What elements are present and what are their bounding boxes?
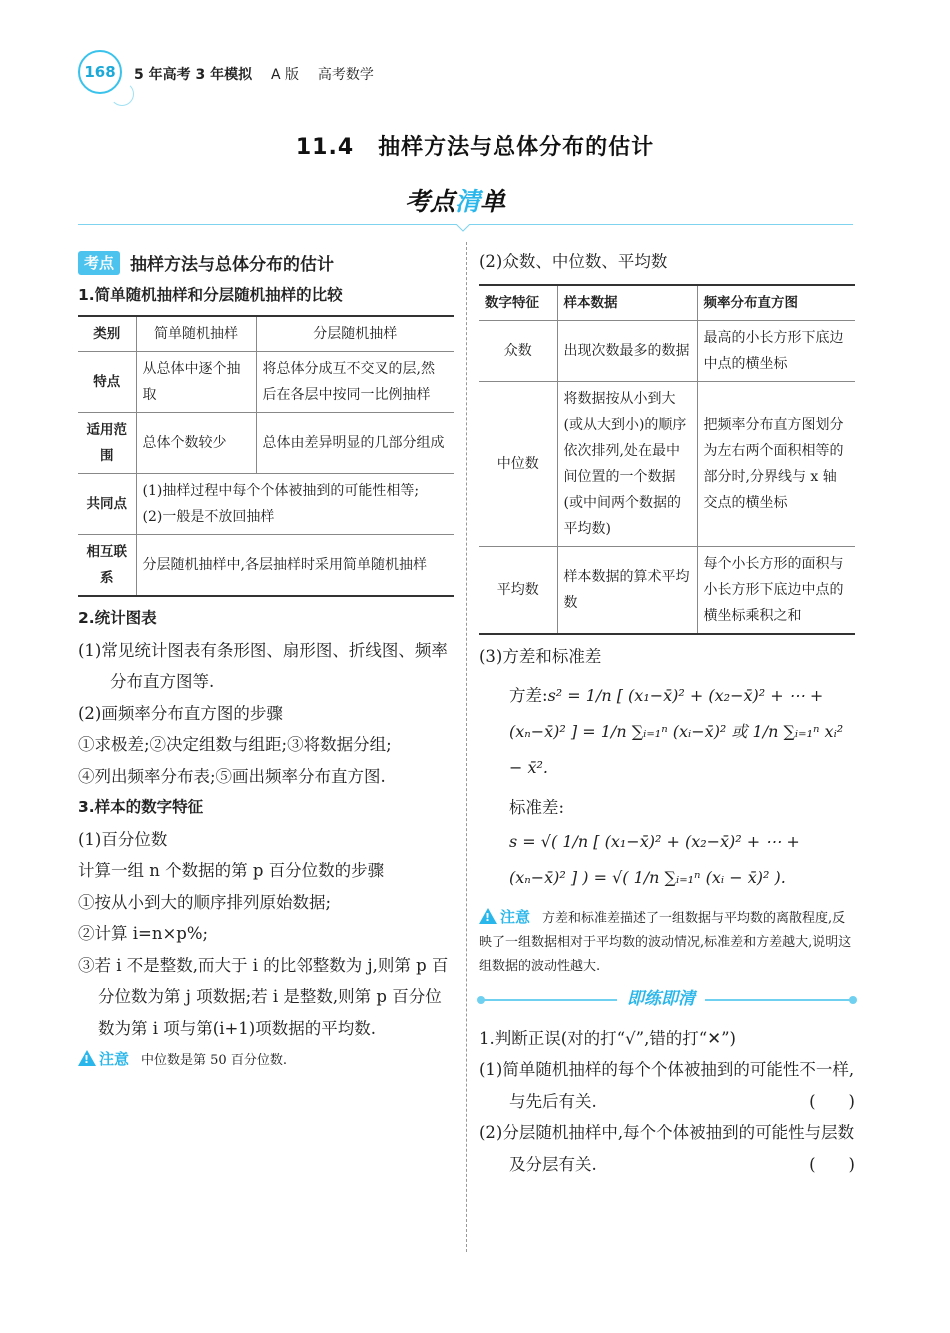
subsection-title: (2)众数、中位数、平均数 bbox=[479, 252, 668, 271]
book-edition: A 版 bbox=[270, 67, 300, 83]
knowledge-point-tag: 考点 bbox=[78, 251, 120, 275]
table-header: 样本数据 bbox=[557, 285, 697, 321]
table-cell bbox=[136, 474, 454, 535]
table-header: 数字特征 bbox=[479, 285, 557, 321]
table-cell: 出现次数最多的数据 bbox=[557, 320, 697, 381]
paragraph: ④列出频率分布表;⑤画出频率分布直方图. bbox=[78, 766, 386, 786]
page-number: 168 bbox=[78, 50, 122, 94]
table-cell: 总体个数较少 bbox=[136, 413, 256, 474]
table-row-label: 众数 bbox=[479, 320, 557, 381]
column-divider bbox=[466, 242, 467, 1252]
table-header: 类别 bbox=[78, 316, 136, 352]
variance-formula: s² = 1/n [ (x₁−x̄)² + (x₂−x̄)² + ⋯ + (xₙ−x̄)² ] = 1/n ∑ᵢ₌₁ⁿ (xᵢ−x̄)² 或 1/n ∑ᵢ₌₁ⁿ xᵢ² − x̄². bbox=[509, 686, 844, 777]
std-formula: s = √( 1/n [ (x₁−x̄)² + (x₂−x̄)² + ⋯ + (xₙ−x̄)² ] ) = √( 1/n ∑ᵢ₌₁ⁿ (xᵢ − x̄)² ). bbox=[509, 831, 800, 887]
section-1-title: 1.简单随机抽样和分层随机抽样的比较 bbox=[78, 285, 343, 304]
paragraph: (2)画频率分布直方图的步骤 bbox=[78, 703, 283, 723]
note-box bbox=[78, 1048, 454, 1073]
table-cell: 把频率分布直方图划分为左右两个面积相等的部分时,分界线与 x 轴交点的横坐标 bbox=[697, 381, 855, 546]
answer-blank[interactable]: ( ) bbox=[809, 1091, 855, 1111]
banner-text-1: 考点 bbox=[405, 187, 456, 216]
note-text: 方差和标准差描述了一组数据与平均数的离散程度,反映了一组数据相对于平均数的波动情况,标准差和方差越大,说明这组数据的波动性越大. bbox=[479, 910, 852, 974]
warning-icon bbox=[479, 908, 497, 924]
table-cell: 从总体中逐个抽取 bbox=[136, 352, 256, 413]
table-row-label: 适用范围 bbox=[78, 413, 136, 474]
table-cell: 总体由差异明显的几部分组成 bbox=[256, 413, 454, 474]
std-label: 标准差: bbox=[509, 798, 565, 817]
note-text: 中位数是第 50 百分位数. bbox=[141, 1053, 287, 1068]
paragraph: ②计算 i=n×p%; bbox=[78, 924, 209, 943]
note-label: 注意 bbox=[500, 907, 531, 926]
book-subject: 高考数学 bbox=[317, 67, 374, 83]
section-2-title: 2.统计图表 bbox=[78, 609, 157, 627]
sampling-comparison-table bbox=[78, 315, 454, 597]
note-box bbox=[479, 906, 855, 979]
subsection-title: (3)方差和标准差 bbox=[479, 646, 602, 666]
table-cell: 每个小长方形的面积与小长方形下底边中点的横坐标乘积之和 bbox=[697, 546, 855, 634]
banner-text-2: 清 bbox=[455, 187, 481, 216]
warning-icon bbox=[78, 1050, 96, 1066]
question-1-text: (1)简单随机抽样的每个个体被抽到的可能性不一样,与先后有关. bbox=[479, 1060, 855, 1111]
table-row-label: 特点 bbox=[78, 352, 136, 413]
practice-divider bbox=[479, 987, 855, 1023]
question-item bbox=[479, 1117, 855, 1180]
paragraph: ①按从小到大的顺序排列原始数据; bbox=[78, 892, 332, 912]
common-point-1: (1)抽样过程中每个个体被抽到的可能性相等; bbox=[142, 483, 420, 499]
knowledge-point-title: 抽样方法与总体分布的估计 bbox=[130, 255, 335, 275]
table-row-label: 相互联系 bbox=[78, 535, 136, 597]
chapter-title bbox=[0, 130, 950, 161]
right-column bbox=[479, 246, 855, 1180]
table-row-label: 共同点 bbox=[78, 474, 136, 535]
note-label: 注意 bbox=[99, 1050, 130, 1068]
chapter-name: 抽样方法与总体分布的估计 bbox=[378, 135, 655, 160]
table-cell: 将总体分成互不交叉的层,然后在各层中按同一比例抽样 bbox=[256, 352, 454, 413]
paragraph: (1)常见统计图表有条形图、扇形图、折线图、频率分布直方图等. bbox=[78, 640, 448, 691]
table-header: 频率分布直方图 bbox=[697, 285, 855, 321]
banner-text-3: 单 bbox=[480, 187, 506, 216]
paragraph: (1)百分位数 bbox=[78, 829, 168, 849]
question-title: 1.判断正误(对的打“√”,错的打“✕”) bbox=[479, 1028, 736, 1048]
book-title: 5 年高考 3 年模拟 bbox=[134, 67, 253, 83]
answer-blank[interactable]: ( ) bbox=[809, 1154, 855, 1174]
paragraph: ③若 i 不是整数,而大于 i 的比邻整数为 j,则第 p 百分位数为第 j 项数据;若 i 是整数,则第 p 百分位数为第 i 项与第(i+1)项数据的平均数. bbox=[78, 955, 449, 1038]
table-cell: 样本数据的算术平均数 bbox=[557, 546, 697, 634]
table-cell: 最高的小长方形下底边中点的横坐标 bbox=[697, 320, 855, 381]
banner-notch-icon bbox=[456, 224, 470, 232]
question-2-text: (2)分层随机抽样中,每个个体被抽到的可能性与层数及分层有关. bbox=[479, 1123, 855, 1174]
table-cell: 分层随机抽样中,各层抽样时采用简单随机抽样 bbox=[136, 535, 454, 597]
practice-label: 即练即清 bbox=[617, 984, 705, 1009]
table-header: 简单随机抽样 bbox=[136, 316, 256, 352]
variance-label: 方差: bbox=[509, 686, 548, 705]
variance-block bbox=[479, 678, 855, 786]
question-item bbox=[479, 1054, 855, 1117]
numerical-feature-table bbox=[479, 284, 855, 635]
section-3-title: 3.样本的数字特征 bbox=[78, 798, 204, 816]
chapter-number: 11.4 bbox=[295, 135, 355, 160]
table-row-label: 中位数 bbox=[479, 381, 557, 546]
table-row-label: 平均数 bbox=[479, 546, 557, 634]
book-header bbox=[134, 64, 388, 84]
table-cell: 将数据按从小到大(或从大到小)的顺序依次排列,处在最中间位置的一个数据(或中间两个数据的平均数) bbox=[557, 381, 697, 546]
section-banner bbox=[405, 182, 505, 218]
left-column bbox=[78, 246, 454, 1073]
paragraph: ①求极差;②决定组数与组距;③将数据分组; bbox=[78, 735, 392, 754]
paragraph: 计算一组 n 个数据的第 p 百分位数的步骤 bbox=[78, 861, 385, 880]
common-point-2: (2)一般是不放回抽样 bbox=[142, 509, 275, 525]
table-header: 分层随机抽样 bbox=[256, 316, 454, 352]
